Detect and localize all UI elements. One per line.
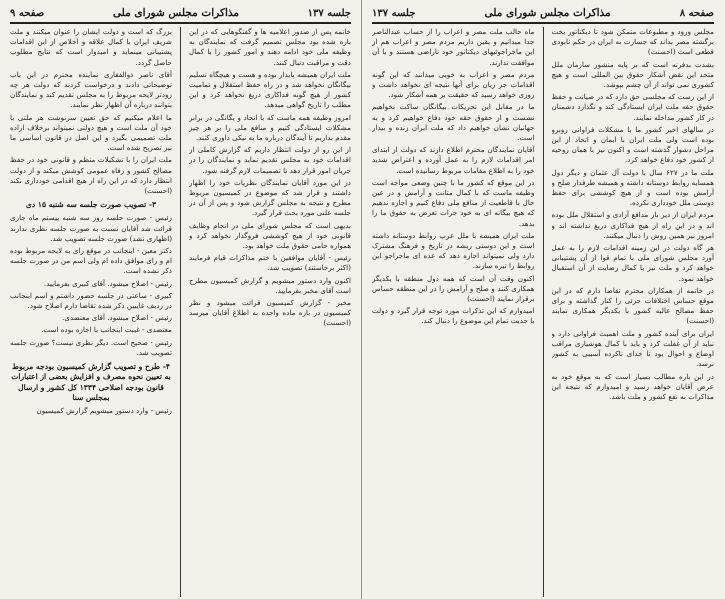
page-number: صفحه ۹ bbox=[10, 7, 45, 19]
paragraph: ملت ایران همیشه پایدار بوده و هست و هیچگاه تسلیم بیگانگان نخواهد شد و در راه حفظ استقلال و تمامیت کشور از هیچ گونه فداکاری دریغ نخواهد کرد و این مطلب را تاریخ گواهی میدهد. bbox=[189, 69, 351, 110]
paragraph: بدیهی است که مجلس شورای ملی در انجام وظایف قانونی خود از هیچ کوششی فروگذار نخواهد کرد و همواره حامی حقوق ملت خواهد بود. bbox=[189, 220, 351, 251]
paragraph: هر گاه دولت در این زمینه اقدامات لازم را به عمل آورد مجلس شورای ملی با تمام قوا از آن پشتیبانی خواهد کرد و ملت نیز با کمال رضایت از آن استقبال خواهد نمود. bbox=[551, 243, 714, 283]
column-left bbox=[372, 27, 535, 597]
paragraph: اکنون وارد دستور میشویم و گزارش کمیسیون مطرح است آقای مخبر بفرمایید. bbox=[189, 275, 351, 295]
column-right bbox=[189, 27, 351, 597]
paragraph: در سالهای اخیر کشور ما با مشکلات فراوانی روبرو بوده است ولی ملت ایران با ایمان و اتحاد از این مراحل دشوار گذشته است و اکنون نیز با همان روحیه از کشور خود دفاع خواهد کرد. bbox=[551, 124, 714, 165]
paragraph: مجلس ورود و مطبوعات متمکن شود تا دیکتاتور بخت برگشته مصر بداند که جسارت به ایران در حکم نابودی قطعی است (احسنت) bbox=[551, 27, 714, 57]
paragraph: ملت ما در ۶۲۷ سال با دولت آل عثمان و دیگر دول همسایه روابط دوستانه داشته و همیشه طرفدار صلح و آرامش بوده است و از هیچ کوششی برای حفظ دوستی ملل خودداری نکرده. bbox=[551, 167, 714, 208]
journal-title: مذاکرات مجلس شورای ملی bbox=[484, 7, 611, 19]
section-heading-3: ۳- تصویب صورت جلسه سه شنبه ۱۵ دی bbox=[25, 200, 157, 210]
column-left bbox=[10, 27, 172, 597]
paragraph: مردم ایران از دیر باز مدافع آزادی و استقلال ملل بوده اند و در این راه از هیچ فداکاری دریغ نداشته اند و امروز نیز همین روش را دنبال میکنند. bbox=[551, 210, 714, 240]
paragraph: ما در مقابل این تحریکات بیگانگان ساکت نخواهیم نشست و از حقوق حقه خود دفاع خواهیم کرد و به جهانیان نشان خواهیم داد که ملت ایران زنده و بیدار است. bbox=[372, 102, 535, 143]
paragraph: آقایان نمایندگان محترم اطلاع دارند که دولت از ابتدای امر اقدامات لازم را به عمل آورده و اعتراض شدید خود را به اطلاع مقامات مربوط رسانیده است. bbox=[372, 145, 535, 175]
paragraph: رئیس - صورت جلسه روز سه شنبه بیستم ماه جاری قرائت شد آقایان نسبت به صورت جلسه نظری ندارند (اظهاری نشد) صورت جلسه تصویب شد. bbox=[10, 213, 172, 243]
paragraph: مردم مصر و اعراب به خوبی میدانند که این گونه اقدامات جز زیان برای آنها نتیجه ای نخواهد داشت و روزی خواهد رسید که حقیقت بر همه آشکار شود. bbox=[372, 69, 535, 100]
paragraph: ملت ایران را با تشکیلات منظم و قانونی خود در حفظ مصالح کشور و رفاه عمومی کوشش میکند و از دولت انتظار دارد که در این راه از هیچ اقدامی خودداری نکند (احسنت) bbox=[10, 155, 172, 196]
text-columns bbox=[372, 27, 714, 597]
page-8 bbox=[362, 0, 724, 599]
paragraph: رئیس - وارد دستور میشویم گزارش کمیسیون bbox=[36, 405, 172, 415]
paragraph: در این مورد آقایان نمایندگان نظریات خود را اظهار داشتند و قرار شد که موضوع در کمیسیون مربوط مطرح و نتیجه به مجلس گزارش شود و پس از آن در جلسه علنی مورد بحث قرار گیرد. bbox=[189, 177, 351, 218]
paragraph: از این رست که مجلسی حق دارد که در صیانت و حفظ حقوق حقه ملت ایران ایستادگی کند و نگذارد دشمنان در کار کشور مداخله نمایند. bbox=[551, 92, 714, 122]
column-divider bbox=[180, 27, 181, 597]
paragraph: ما اعلام میکنیم که حق تعیین سرنوشت هر ملتی با خود آن ملت است و هیچ دولتی نمیتواند برخلاف اراده ملت تصمیمی بگیرد و این اصل در قانون اساسی ما نیز تصریح شده است. bbox=[10, 112, 172, 153]
paragraph: کبیری - ساعتی در جلسه حضور داشتم و اسم اینجانب در ردیف غایبین ذکر شده تقاضا دارم اصلاح شود. bbox=[10, 290, 172, 311]
paragraph: در این موقع که کشور ما با چنین وضعی مواجه است وظیفه ماست که با کمال متانت و آرامش و در عین حال با قاطعیت از منافع ملی دفاع کنیم و اجازه ندهیم که هیچ بیگانه ای به خود جرات تعرض به حقوق ما را بدهد. bbox=[372, 177, 535, 228]
paragraph: دکتر معین - اینجانب در موقع رای به لایحه مربوط بوده ام و رای موافق داده ام ولی اسم من در صورت جلسه ذکر نشده است. bbox=[10, 246, 172, 276]
paragraph: ماه حالب ملت مصر و اعراب را از حساب عبدالناصر جدا میدانیم و یقین داریم مردم مصر و اعراب هم از این ماجراجوئیهای دیکتاتور خود ناراضی هستند و با آن موافقت ندارند. bbox=[372, 27, 535, 67]
journal-title: مذاکرات مجلس شورای ملی bbox=[112, 7, 240, 19]
paragraph: ایران برای آینده کشور و ملت اهمیت فراوانی دارد و نباید از آن غفلت کرد و باید با کمال هوشیاری مراقب اوضاع و احوال بود تا خدای ناکرده آسیبی به کشور نرسد. bbox=[551, 328, 714, 369]
page-number: صفحه ۸ bbox=[679, 7, 714, 19]
paragraph: بزرگ که است و دولت ایشان را عنوان میکنند و ملت شریف ایران با کمال علاقه و اخلاص از این اقدامات پشتیبانی مینماید و امیدوار است که نتایج مطلوب حاصل گردد. bbox=[10, 27, 172, 67]
page-header bbox=[372, 6, 714, 24]
paragraph: در خاتمه از همکاران محترم تقاضا دارم که در این موقع حساس اختلافات جزئی را کنار گذاشته و برای حفظ مصالح عالیه کشور با یکدیگر همکاری نمایند (احسنت) bbox=[551, 285, 714, 326]
paragraph: اکنون وقت آن است که همه دول منطقه با یکدیگر همکاری کنند و صلح و آرامش را در این منطقه حساس برقرار نمایند (احسنت) bbox=[372, 273, 535, 304]
section-heading-4: ۴- طرح و تصویب گزارش کمیسیون بودجه مربوط به تعیین نحوه مصرف و افزایش بعضی از اعتبارات قانون بودجه اصلاحی ۱۳۳۴ کل کشور و ارسال بمجلس سنا bbox=[11, 362, 171, 402]
paragraph: رئیس - آقایان موافقین با ختم مذاکرات قیام فرمایند (اکثر برخاستند) تصویب شد. bbox=[189, 253, 351, 273]
column-right bbox=[552, 27, 715, 597]
page-header bbox=[10, 6, 351, 24]
paragraph: مخبر - گزارش کمیسیون قرائت میشود و نظر کمیسیون در باره ماده واحده به اطلاع آقایان میرسد (احسنت) bbox=[189, 298, 351, 328]
paragraph: در این باره مطالب بسیار است که به موقع خود به عرض آقایان خواهد رسید و امیدوارم که نتیجه این مذاکرات به نفع کشور و ملت باشد. bbox=[551, 371, 714, 401]
paragraph: آقای ناصر ذوالفقاری نماینده محترم در این باب توضیحاتی دادند و درخواست کردند که دولت هر چه زودتر لایحه مربوط را به مجلس تقدیم کند و نمایندگان بتوانند درباره آن اظهار نظر نمایند. bbox=[10, 69, 172, 110]
column-divider bbox=[543, 27, 544, 597]
page-9 bbox=[0, 0, 362, 599]
paragraph: معتضدی - غیبت اینجانب با اجازه بوده است. bbox=[41, 325, 172, 335]
paragraph: امروز وظیفه همه ماست که با اتحاد و یگانگی در برابر مشکلات ایستادگی کنیم و منافع ملی را بر هر چیز مقدم بداریم تا آیندگان درباره ما به نیکی داوری کنند. bbox=[189, 112, 351, 143]
session-label: جلسه ۱۳۷ bbox=[372, 7, 416, 19]
paragraph: بشدت بدفرنه است که بر پایه منشور سازمان ملل متحد این نقض آشکار حقوق بین المللی است و هیچ کشوری نمی تواند از آن چشم بپوشد. bbox=[551, 59, 714, 90]
paragraph: خاتمه پس از صدور اعلامیه ها و گفتگوهایی که در این باره شده بود مجلس تصمیم گرفت که نمایندگان به وظیفه ملی خود ادامه دهند و امور کشور را با کمال دقت و مراقبت دنبال کنند. bbox=[189, 27, 351, 67]
paragraph: ملت ایران همیشه با ملل عرب روابط دوستانه داشته است و این دوستی ریشه در تاریخ و فرهنگ مشترک دارد ولی نمیتواند اجازه دهد که عده ای ماجراجو این روابط را تیره سازند. bbox=[372, 230, 535, 271]
session-label: جلسه ۱۳۷ bbox=[307, 7, 351, 19]
paragraph: از این رو از دولت انتظار داریم که گزارش کاملی از اقدامات خود به مجلس تقدیم نماید و نمایندگان را در جریان امور قرار دهد تا تصمیمات لازم گرفته شود. bbox=[189, 145, 351, 175]
paragraph: امیدوارم که این تذکرات مورد توجه قرار گیرد و دولت با جدیت تمام این موضوع را دنبال کند. bbox=[372, 306, 535, 326]
text-columns bbox=[10, 27, 351, 597]
paragraph: رئیس - اصلاح میشود. آقای کبیری بفرمایید. bbox=[43, 278, 172, 288]
paragraph: رئیس - اصلاح میشود. آقای معتضدی. bbox=[62, 313, 172, 323]
paragraph: رئیس - صحیح است. دیگر نظری نیست؟ صورت جلسه تصویب شد. bbox=[10, 337, 172, 357]
